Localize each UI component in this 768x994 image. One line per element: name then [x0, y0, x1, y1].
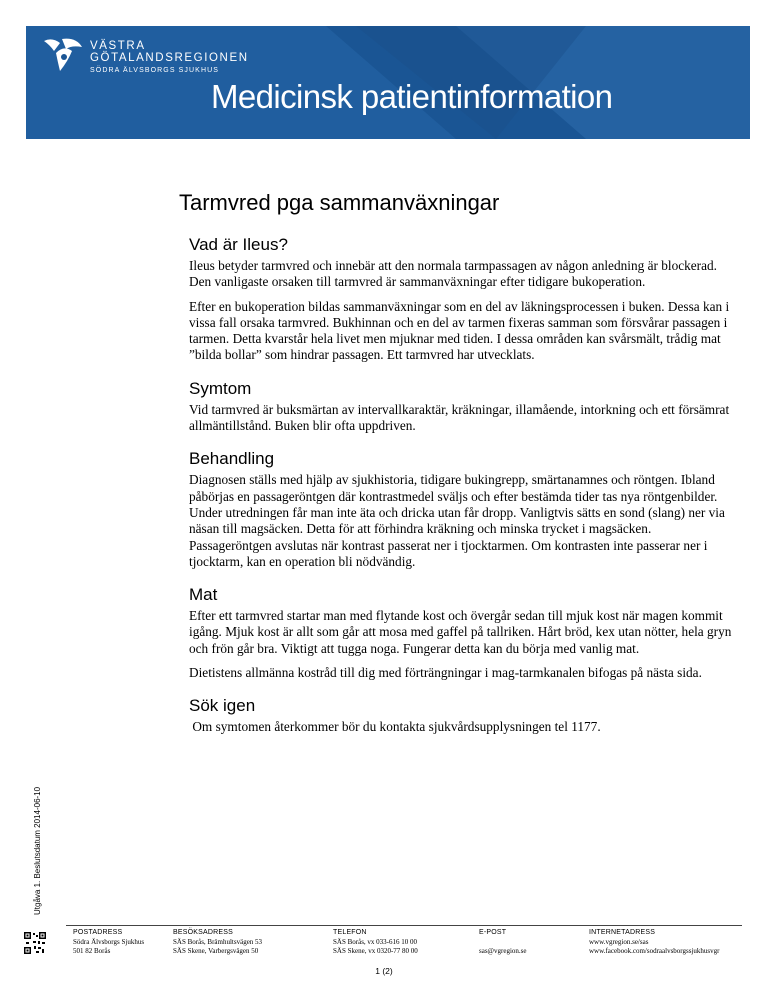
- document-title: Tarmvred pga sammanväxningar: [179, 190, 500, 215]
- footer-text: SÄS Borås, vx 033-616 10 00: [333, 937, 418, 946]
- footer-text: 501 82 Borås: [73, 947, 111, 955]
- org-line-2: GÖTALANDSREGIONEN: [90, 52, 249, 64]
- section-sok-igen: [189, 695, 734, 735]
- banner-title: Medicinsk patientinformation: [211, 78, 613, 115]
- region-logo-icon: [42, 37, 84, 75]
- section-heading: Symtom: [189, 378, 252, 398]
- paragraph: Diagnosen ställs med hjälp av sjukhistoria, tidigare bukingrepp, smärtanamnes och röntgen. Ibland påbörjas en passageröntgen där kontrastmedel sväljs och efter bestämda tider tas nya röntgenbilder. Under utredningen får man inte äta och dricka utan får dropp. Vanligtvis sätts en sond (slang) ner via näsan till magsäcken. Detta för att förhindra kräkning och minska trycket i magsäcken. Passageröntgen avslutas när kontrast passerat ner i tjocktarmen. Om kontrasten inte passerar ner i tjocktarm, kan en operation bli nödvändig.: [189, 472, 725, 569]
- footer-text: SÄS Borås, Brämhultsvägen 53: [173, 937, 263, 946]
- footer-text: SÄS Skene, Varbergsvägen 50: [173, 947, 259, 955]
- section-heading: Behandling: [189, 449, 275, 469]
- paragraph: Ileus betyder tarmvred och innebär att den normala tarmpassagen av någon anledning är blockerad. Den vanligaste orsaken till tarmvred är sammanväxningar efter tidigare bukoperation.: [189, 258, 717, 290]
- section-symtom: [189, 378, 734, 435]
- footer-website-link[interactable]: www.vgregion.se/sas: [589, 937, 649, 946]
- footer-heading: INTERNETADRESS: [589, 929, 656, 936]
- section-heading: Mat: [189, 585, 218, 605]
- footer-internetadress: [589, 928, 719, 957]
- qr-code-icon: [24, 932, 46, 954]
- footer-heading: TELEFON: [333, 929, 367, 936]
- footer-text: Södra Älvsborgs Sjukhus: [73, 937, 145, 946]
- footer-epost: [479, 928, 526, 957]
- footer-heading: BESÖKSADRESS: [173, 929, 233, 936]
- paragraph: Om symtomen återkommer bör du kontakta sjukvårdsupplysningen tel 1177.: [189, 719, 601, 735]
- footer-email-link[interactable]: sas@vgregion.se: [479, 947, 527, 955]
- section-heading: Vad är Ileus?: [189, 235, 288, 254]
- footer-heading: E-POST: [479, 929, 507, 936]
- footer-besoksadress: [173, 928, 262, 957]
- paragraph: Dietistens allmänna kostråd till dig med förträngningar i mag-tarmkanalen bifogas på nästa sida.: [189, 665, 702, 681]
- footer-heading: POSTADRESS: [73, 929, 123, 936]
- org-line-3: SÖDRA ÄLVSBORGS SJUKHUS: [90, 67, 220, 74]
- footer-text: SÄS Skene, vx 0320-77 80 00: [333, 947, 418, 955]
- organization-name: [90, 40, 249, 77]
- paragraph: Efter ett tarmvred startar man med flytande kost och övergår sedan till mjuk kost när magen kommit igång. Mjuk kost är allt som går att mosa med gaffel på tallriken. Hårt bröd, kex utan nötter, hela gryn och frön går bra. Viktigt att tugga noga. Fungerar detta kan du börja med vanlig mat.: [189, 608, 732, 656]
- document-body: [189, 234, 734, 750]
- footer-facebook-link[interactable]: www.facebook.com/sodraalvsborgssjukhusvgr: [589, 947, 720, 955]
- page-number: 1 (2): [375, 966, 393, 976]
- footer-postadress: [73, 928, 144, 957]
- org-line-1: VÄSTRA: [90, 40, 146, 52]
- section-vad-ar-ileus: [189, 234, 734, 364]
- footer-divider: [66, 925, 742, 926]
- section-heading: Sök igen: [189, 696, 256, 716]
- footer-telefon: [333, 928, 418, 957]
- edition-date-sidebar: Utgåva 1. Beslutsdatum 2014-06-10: [33, 786, 42, 915]
- header-banner: [26, 26, 750, 139]
- footer-text: [479, 938, 526, 948]
- paragraph: Vid tarmvred är buksmärtan av intervallkaraktär, kräkningar, illamående, intorkning och ett försämrat allmäntillstånd. Buken blir ofta uppdriven.: [189, 401, 730, 434]
- section-behandling: [189, 448, 734, 570]
- paragraph: Efter en bukoperation bildas sammanväxningar som en del av läkningsprocessen i buken. Dessa kan i vissa fall orsaka tarmvred. Bukhinnan och en del av tarmen fixeras samman som försvårar passagen i tarmen. Detta kvarstår hela livet men mjuknar med tiden. I dessa områden kan svårsmält, trådig mat ”bilda bollar” som hindrar passagen. Ett tarmvred har utvecklats.: [189, 298, 730, 363]
- section-mat: [189, 584, 734, 681]
